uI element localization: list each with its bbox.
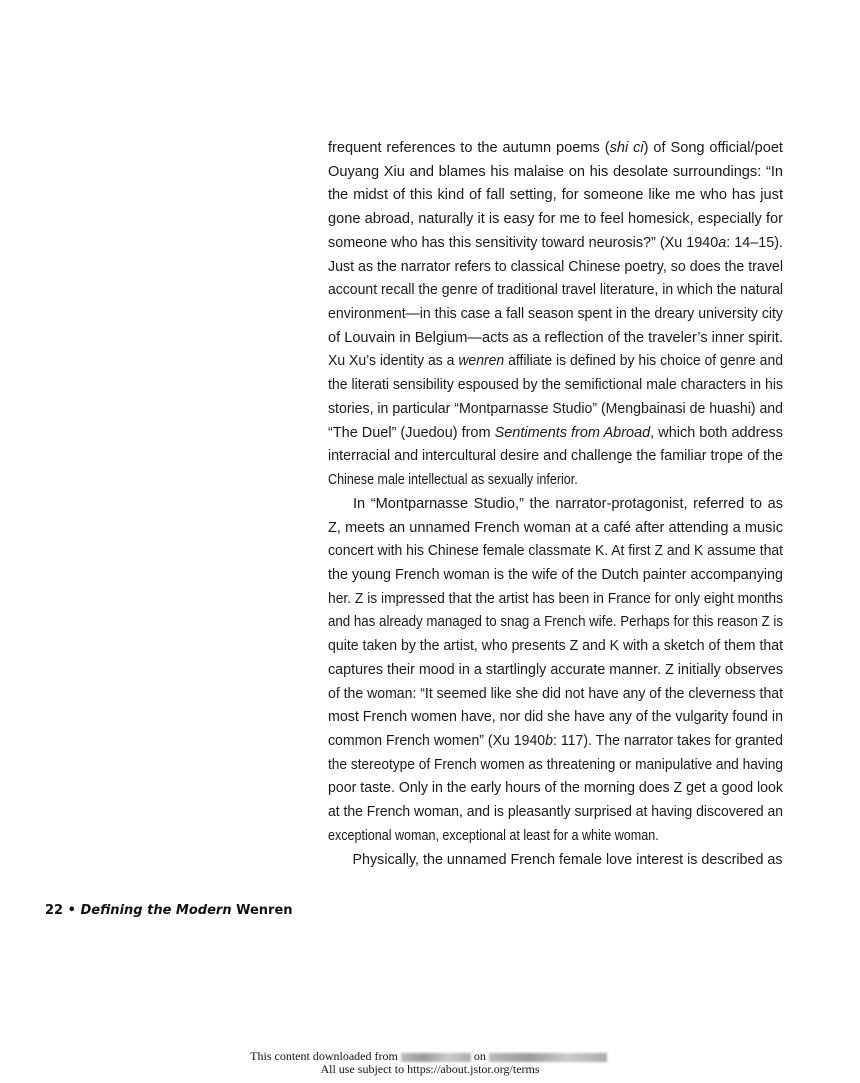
text-line [328, 184, 783, 208]
on-text: on [473, 1049, 486, 1063]
text-line [328, 303, 783, 327]
text-run: the stereotype of French women as threatening or manipulative and having [328, 756, 783, 773]
text-run: affiliate is defined by his choice of genre and [504, 353, 783, 370]
text-line [328, 493, 783, 517]
text-run: , which both address [650, 424, 783, 441]
text-run: Z, meets an unnamed French woman at a café after attending a music [328, 519, 783, 536]
book-title-roman: Wenren [236, 903, 293, 918]
italic-term: Sentiments from Abroad [494, 424, 651, 441]
text-run: account recall the genre of traditional travel literature, in which the natural [328, 282, 783, 299]
italic-term: wenren [458, 353, 505, 370]
text-line [328, 683, 783, 707]
text-line [328, 469, 719, 493]
text-line [328, 398, 783, 422]
running-head [45, 903, 293, 918]
text-line [328, 611, 783, 635]
jstor-footer [0, 1050, 860, 1076]
text-run: of the woman: “It seemed like she did not have any of the cleverness that [328, 685, 783, 702]
text-run: poor taste. Only in the early hours of the morning does Z get a good look [328, 780, 783, 797]
text-run: the midst of this kind of fall setting, for someone like me who has just [328, 187, 783, 204]
text-run: In “Montparnasse Studio,” the narrator-protagonist, referred to as [353, 495, 783, 512]
text-run: concert with his Chinese female classmate K. At first Z and K assume that [328, 543, 783, 560]
text-run: stories, in particular “Montparnasse Studio” (Mengbainasi de huashi) and [328, 400, 783, 417]
text-line [328, 801, 783, 825]
redacted-ip [401, 1053, 471, 1062]
download-line [0, 1050, 860, 1063]
italic-term: b [545, 732, 554, 749]
text-line [328, 825, 719, 849]
page-number: 22 [45, 903, 64, 918]
text-run: “The Duel” (Juedou) from [328, 424, 495, 441]
text-run: most French women have, nor did she have any of the vulgarity found in [328, 709, 783, 726]
body-text [328, 137, 783, 872]
text-line [328, 659, 783, 683]
text-line [328, 279, 783, 303]
text-run: captures their mood in a startlingly accurate manner. Z initially observes [328, 661, 783, 678]
text-run: : 14–15). [726, 234, 783, 251]
terms-line: All use subject to https://about.jstor.org/terms [320, 1062, 540, 1076]
text-line [328, 445, 783, 469]
text-run: interracial and intercultural desire and challenge the familiar trope of the [328, 448, 783, 465]
text-run: of Louvain in Belgium—acts as a reflection of the traveler’s inner spirit. [328, 329, 783, 346]
text-line [328, 588, 783, 612]
text-line [328, 517, 783, 541]
text-line [328, 256, 783, 280]
download-text: This content downloaded from [250, 1049, 398, 1063]
text-line [328, 161, 783, 185]
text-run: : 117). The narrator takes for granted [553, 732, 783, 749]
text-line [328, 849, 783, 873]
text-run: Just as the narrator refers to classical Chinese poetry, so does the travel [328, 258, 783, 275]
text-line [328, 137, 783, 161]
text-run: the literati sensibility espoused by the semifictional male characters in his [328, 377, 783, 394]
text-run: her. Z is impressed that the artist has been in France for only eight months [328, 590, 783, 607]
text-line [328, 422, 783, 446]
text-line [328, 564, 783, 588]
text-run: ) of Song official/poet [643, 140, 783, 156]
italic-term: a [718, 234, 727, 251]
text-run: Chinese male intellectual as sexually inferior. [328, 472, 578, 489]
text-run: Physically, the unnamed French female love interest is described as [352, 851, 783, 868]
text-run: Ouyang Xiu and blames his malaise on his desolate surroundings: “In [328, 163, 783, 180]
text-line [328, 374, 783, 398]
text-run: the young French woman is the wife of the Dutch painter accompanying [328, 566, 783, 583]
text-run: frequent references to the autumn poems ( [328, 140, 610, 156]
text-run: common French women” (Xu 1940 [328, 732, 546, 749]
text-line [328, 777, 783, 801]
text-run: gone abroad, naturally it is easy for me to feel homesick, especially for [328, 211, 783, 228]
text-line [328, 350, 783, 374]
text-run: someone who has this sensitivity toward neurosis?” (Xu 1940 [328, 234, 719, 251]
text-line [328, 730, 783, 754]
text-run: exceptional woman, exceptional at least for a white woman. [328, 827, 659, 844]
text-line [328, 706, 783, 730]
text-run: environment—in this case a fall season spent in the dreary university city [328, 306, 783, 323]
text-run: Xu Xu’s identity as a [328, 353, 459, 370]
text-line [328, 232, 783, 256]
text-run: at the French woman, and is pleasantly surprised at having discovered an [328, 804, 783, 821]
text-run: and has already managed to snag a French wife. Perhaps for this reason Z is [328, 614, 783, 631]
text-run: quite taken by the artist, who presents Z and K with a sketch of them that [328, 638, 783, 655]
text-line [328, 635, 783, 659]
italic-term: shi ci [609, 140, 644, 156]
redacted-date [489, 1053, 607, 1062]
book-title-italic: Defining the Modern [80, 903, 232, 918]
bullet: • [67, 903, 76, 918]
text-line [328, 540, 783, 564]
text-line [328, 754, 783, 778]
text-line [328, 327, 783, 351]
text-line [328, 208, 783, 232]
